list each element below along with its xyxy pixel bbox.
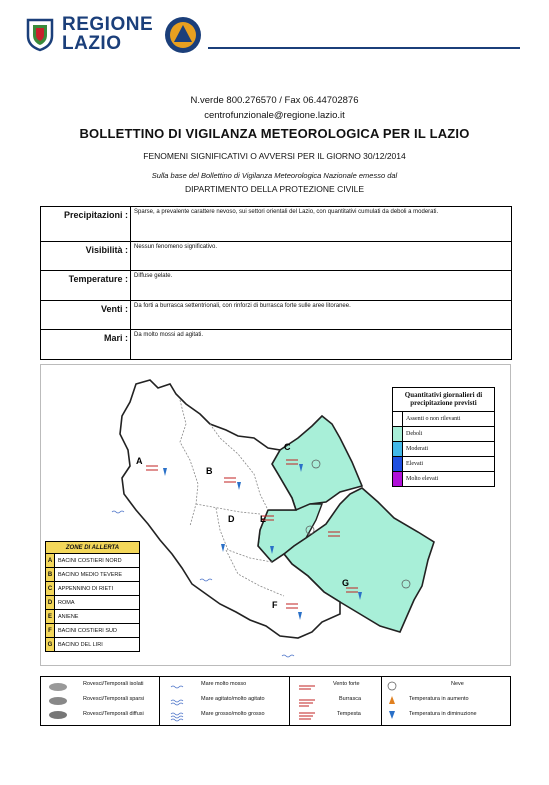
temperature-up-icon xyxy=(388,695,396,705)
legend-swatch xyxy=(393,457,403,471)
phenomena-row xyxy=(41,242,512,271)
legend-label: Temperatura in diminuzione xyxy=(409,711,477,717)
precipitation-legend xyxy=(392,387,495,487)
alert-zone-row xyxy=(46,610,140,624)
phenomena-table xyxy=(40,206,512,360)
zone-name: APPENNINO DI RIETI xyxy=(55,582,140,596)
zone-name: BACINO MEDIO TEVERE xyxy=(55,568,140,582)
precipitation-legend-row xyxy=(393,427,494,442)
phenomena-label: Visibilità : xyxy=(41,242,131,271)
contact-phone: N.verde 800.276570 / Fax 06.44702876 xyxy=(190,95,359,106)
phenomena-value: Da molto mossi ad agitati. xyxy=(131,330,512,360)
legend-label: Elevati xyxy=(406,461,423,467)
zone-name: BACINO DEL LIRI xyxy=(55,638,140,652)
legend-label: Burrasca xyxy=(339,696,362,702)
legend-label: Vento forte xyxy=(333,681,360,687)
alert-zone-row xyxy=(46,568,140,582)
zone-letter: F xyxy=(272,600,278,610)
legend-label: Mare molto mosso xyxy=(201,681,247,687)
zone-letter: A xyxy=(136,456,143,466)
phenomena-value: Nessun fenomeno significativo. xyxy=(131,242,512,271)
legend-swatch xyxy=(393,427,403,441)
sea-wave-icon xyxy=(169,680,189,722)
phenomena-row xyxy=(41,271,512,301)
legend-divider xyxy=(381,677,382,725)
bulletin-subtitle: FENOMENI SIGNIFICATIVI O AVVERSI PER IL GIORNO 30/12/2014 xyxy=(143,151,406,161)
logo-text-regione: REGIONE xyxy=(62,14,154,35)
phenomena-label: Precipitazioni : xyxy=(41,207,131,242)
zone-name: ANIENE xyxy=(55,610,140,624)
zone-letter: E xyxy=(260,514,267,524)
precipitation-legend-row xyxy=(393,412,494,427)
legend-label: Rovesci/Temporali isolati xyxy=(83,681,144,687)
zone-name: ROMA xyxy=(55,596,140,610)
zone-code: F xyxy=(46,624,55,638)
phenomena-label: Temperature : xyxy=(41,271,131,301)
phenomena-label: Venti : xyxy=(41,301,131,330)
legend-label: Rovesci/Temporali diffusi xyxy=(83,711,144,717)
legend-swatch xyxy=(393,412,403,426)
zone-code: B xyxy=(46,568,55,582)
alert-zone-row xyxy=(46,582,140,596)
alert-zones-title: ZONE DI ALLERTA xyxy=(46,542,140,554)
zone-letter: B xyxy=(206,466,213,476)
legend-swatch xyxy=(393,442,403,456)
phenomena-value: Da forti a burrasca settentrionali, con rinforzi di burrasca forte sulle aree litoranee. xyxy=(131,301,512,330)
zone-code: A xyxy=(46,554,55,568)
alert-zones-table xyxy=(45,541,140,652)
phenomena-value: Diffuse gelate. xyxy=(131,271,512,301)
alert-zone-row xyxy=(46,624,140,638)
phenomena-label: Mari : xyxy=(41,330,131,360)
precipitation-legend-title: Quantitativi giornalieri di precipitazione previsti xyxy=(393,388,494,412)
regione-lazio-logo-icon xyxy=(22,16,58,52)
bulletin-department: DIPARTIMENTO DELLA PROTEZIONE CIVILE xyxy=(184,184,364,194)
legend-label: Tempesta xyxy=(337,711,361,717)
legend-label: Temperatura in aumento xyxy=(409,696,469,702)
alert-zone-row xyxy=(46,638,140,652)
alert-zone-row xyxy=(46,596,140,610)
alert-zone-row xyxy=(46,554,140,568)
precipitation-legend-row xyxy=(393,457,494,472)
legend-divider xyxy=(289,677,290,725)
legend-label: Neve xyxy=(451,681,464,687)
legend-divider xyxy=(159,677,160,725)
phenomena-value: Sparse, a prevalente carattere nevoso, sui settori orientali del Lazio, con quantitativi cumulati da deboli a moderati. xyxy=(131,207,512,242)
contact-email: centrofunzionale@regione.lazio.it xyxy=(204,110,345,121)
logo-text-lazio: LAZIO xyxy=(62,33,122,54)
zone-letter: D xyxy=(228,514,235,524)
precipitation-legend-row xyxy=(393,472,494,486)
zone-code: C xyxy=(46,582,55,596)
legend-label: Deboli xyxy=(406,431,423,437)
zone-name: BACINI COSTIERI NORD xyxy=(55,554,140,568)
legend-swatch xyxy=(393,472,403,486)
zone-code: E xyxy=(46,610,55,624)
zone-code: G xyxy=(46,638,55,652)
legend-label: Mare agitato/molto agitato xyxy=(201,696,265,702)
precipitation-legend-row xyxy=(393,442,494,457)
wind-icon xyxy=(297,680,319,722)
snow-icon xyxy=(387,681,397,691)
legend-label: Molto elevati xyxy=(406,476,439,482)
zone-code: D xyxy=(46,596,55,610)
header-rule xyxy=(208,47,520,49)
zone-letter: G xyxy=(342,578,350,588)
legend-label: Assenti o non rilevanti xyxy=(406,416,461,422)
bulletin-title: BOLLETTINO DI VIGILANZA METEOROLOGICA PER IL LAZIO xyxy=(79,126,470,141)
temperature-down-icon xyxy=(388,710,396,720)
zone-letter: C xyxy=(284,442,291,452)
phenomena-row xyxy=(41,330,512,360)
protezione-civile-logo-icon xyxy=(163,15,203,55)
phenomena-row xyxy=(41,207,512,242)
symbol-legend xyxy=(40,676,511,726)
phenomena-row xyxy=(41,301,512,330)
bulletin-basis: Sulla base del Bollettino di Vigilanza Meteorologica Nazionale emesso dal xyxy=(151,171,398,180)
legend-label: Moderati xyxy=(406,446,428,452)
legend-label: Rovesci/Temporali sparsi xyxy=(83,696,145,702)
legend-label: Mare grosso/molto grosso xyxy=(201,711,265,717)
thunderstorm-icon xyxy=(47,680,69,722)
zone-name: BACINI COSTIERI SUD xyxy=(55,624,140,638)
